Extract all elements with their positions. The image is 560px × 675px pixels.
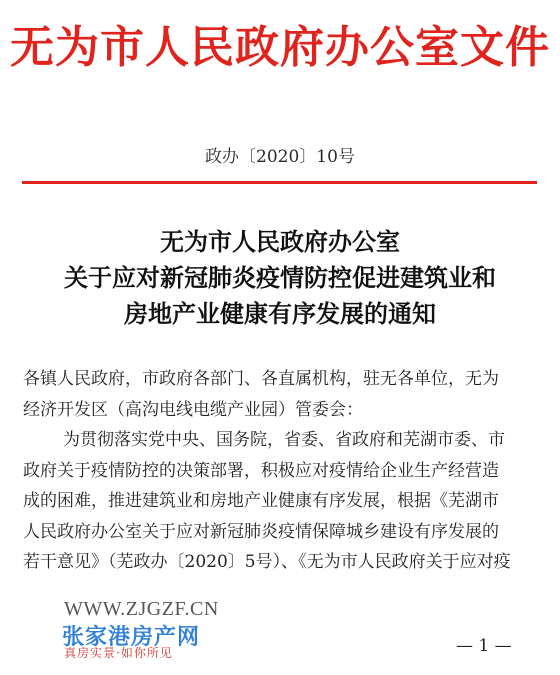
body-line: 各镇人民政府，市政府各部门、各直属机构，驻无各单位，无为 [23,369,499,389]
document-header-title: 无为市人民政府办公室文件 [10,22,550,73]
body-line: 为贯彻落实党中央、国务院，省委、省政府和芜湖市委、市 [63,430,505,450]
watermark-slogan: 真房实景·如你所见 [64,646,173,660]
body-line: 成的困难，推进建筑业和房地产业健康有序发展，根据《芜湖市 [23,491,499,511]
document-number: 政办〔2020〕10号 [205,147,355,167]
notice-title-line: 无为市人民政府办公室 [160,227,400,256]
red-divider-line [22,181,537,184]
page-number: — 1 — [456,636,512,656]
notice-title-line: 关于应对新冠肺炎疫情防控促进建筑业和 [64,263,496,292]
body-line: 人民政府办公室关于应对新冠肺炎疫情保障城乡建设有序发展的 [23,521,499,542]
notice-title [0,224,560,332]
body-text [23,364,538,578]
notice-title-line: 房地产业健康有序发展的通知 [124,299,436,328]
watermark-url: WWW.ZJGZF.CN [64,598,219,620]
body-line: 经济开发区（高沟电线电缆产业园）管委会： [23,399,363,420]
body-line: 若干意见》（芜政办〔2020〕5号）、《无为市人民政府关于应对疫 [23,552,511,572]
watermark-logo: 张家港房产网 [62,625,201,650]
body-line: 政府关于疫情防控的决策部署，积极应对疫情给企业生产经营造 [23,460,499,481]
